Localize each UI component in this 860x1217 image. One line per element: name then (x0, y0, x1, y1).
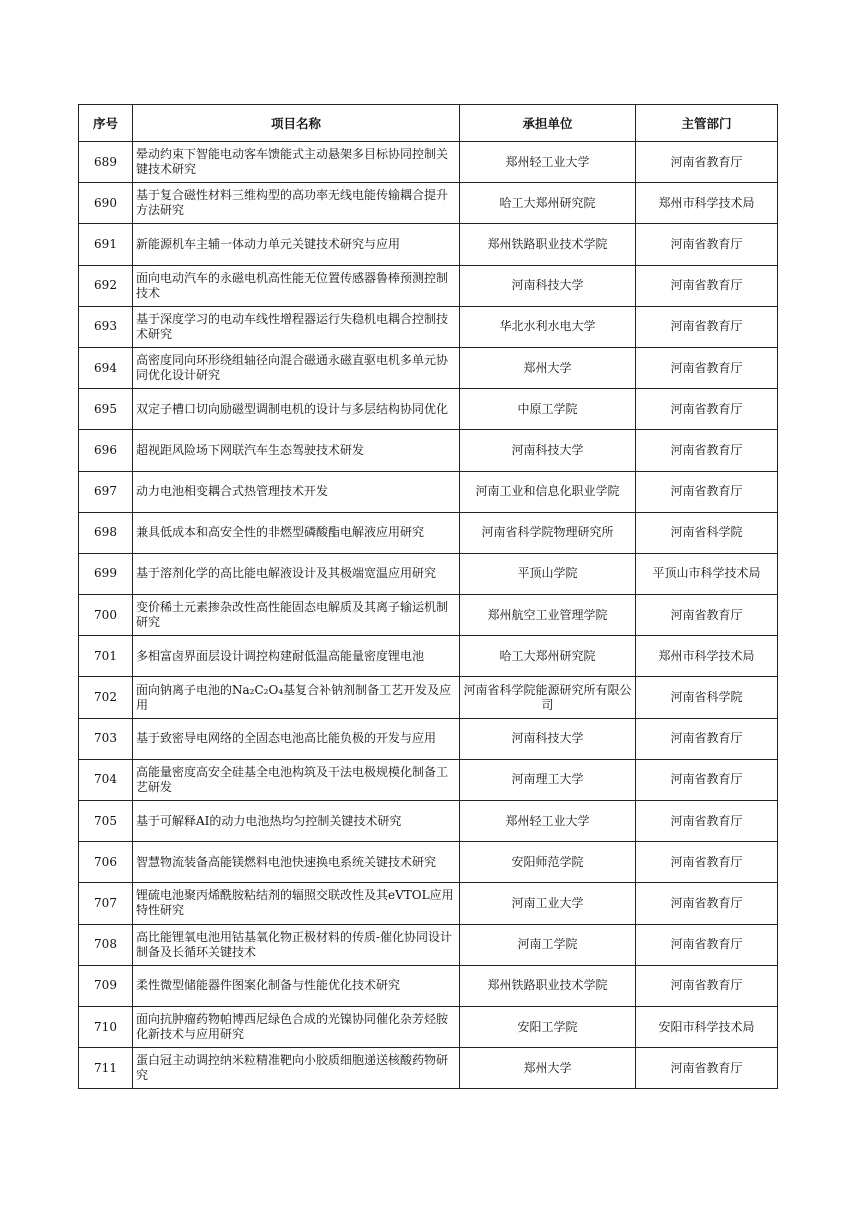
unit-cell: 郑州大学 (460, 347, 636, 388)
unit-cell: 郑州轻工业大学 (460, 142, 636, 183)
department-cell: 河南省教育厅 (636, 759, 778, 800)
project-name-cell: 动力电池相变耦合式热管理技术开发 (133, 471, 460, 512)
project-name-cell: 新能源机车主辅一体动力单元关键技术研究与应用 (133, 224, 460, 265)
department-cell: 郑州市科学技术局 (636, 636, 778, 677)
unit-cell: 郑州轻工业大学 (460, 801, 636, 842)
table-row (79, 636, 778, 677)
department-cell: 河南省教育厅 (636, 842, 778, 883)
project-name-cell: 基于复合磁性材料三维构型的高功率无线电能传输耦合提升方法研究 (133, 183, 460, 224)
project-name-cell: 柔性微型储能器件图案化制备与性能优化技术研究 (133, 965, 460, 1006)
project-name-cell: 基于溶剂化学的高比能电解液设计及其极端宽温应用研究 (133, 553, 460, 594)
table-row (79, 183, 778, 224)
department-cell: 河南省教育厅 (636, 924, 778, 965)
unit-cell: 哈工大郑州研究院 (460, 183, 636, 224)
serial-number-cell: 689 (79, 142, 133, 183)
table-row (79, 471, 778, 512)
project-name-cell: 晕动约束下智能电动客车馈能式主动悬架多目标协同控制关键技术研究 (133, 142, 460, 183)
unit-cell: 哈工大郑州研究院 (460, 636, 636, 677)
table-row (79, 265, 778, 306)
unit-cell: 河南省科学院能源研究所有限公司 (460, 677, 636, 718)
table-row (79, 595, 778, 636)
project-name-cell: 高密度同向环形绕组轴径向混合磁通永磁直驱电机多单元协同优化设计研究 (133, 347, 460, 388)
department-cell: 河南省教育厅 (636, 306, 778, 347)
department-cell: 河南省教育厅 (636, 965, 778, 1006)
project-name-cell: 面向钠离子电池的Na₂C₂O₄基复合补钠剂制备工艺开发及应用 (133, 677, 460, 718)
serial-number-cell: 706 (79, 842, 133, 883)
table-row (79, 718, 778, 759)
project-name-cell: 蛋白冠主动调控纳米粒精准靶向小胶质细胞递送核酸药物研究 (133, 1048, 460, 1089)
project-name-cell: 高能量密度高安全硅基全电池构筑及干法电极规模化制备工艺研发 (133, 759, 460, 800)
project-name-cell: 智慧物流装备高能镁燃料电池快速换电系统关键技术研究 (133, 842, 460, 883)
unit-cell: 河南科技大学 (460, 265, 636, 306)
department-cell: 河南省教育厅 (636, 347, 778, 388)
header-project-name: 项目名称 (133, 105, 460, 142)
project-name-cell: 双定子槽口切向励磁型调制电机的设计与多层结构协同优化 (133, 389, 460, 430)
project-name-cell: 基于深度学习的电动车线性增程器运行失稳机电耦合控制技术研究 (133, 306, 460, 347)
table-row (79, 347, 778, 388)
serial-number-cell: 693 (79, 306, 133, 347)
department-cell: 河南省教育厅 (636, 883, 778, 924)
unit-cell: 郑州铁路职业技术学院 (460, 224, 636, 265)
project-name-cell: 面向抗肿瘤药物帕博西尼绿色合成的光镍协同催化杂芳烃胺化新技术与应用研究 (133, 1006, 460, 1047)
table-row (79, 801, 778, 842)
department-cell: 平顶山市科学技术局 (636, 553, 778, 594)
serial-number-cell: 703 (79, 718, 133, 759)
table-row (79, 306, 778, 347)
department-cell: 河南省科学院 (636, 512, 778, 553)
header-supervising-department: 主管部门 (636, 105, 778, 142)
table-row (79, 965, 778, 1006)
table-row (79, 677, 778, 718)
serial-number-cell: 690 (79, 183, 133, 224)
table-row (79, 430, 778, 471)
serial-number-cell: 696 (79, 430, 133, 471)
department-cell: 河南省教育厅 (636, 224, 778, 265)
table-row (79, 1006, 778, 1047)
department-cell: 河南省科学院 (636, 677, 778, 718)
department-cell: 河南省教育厅 (636, 471, 778, 512)
department-cell: 河南省教育厅 (636, 430, 778, 471)
serial-number-cell: 699 (79, 553, 133, 594)
serial-number-cell: 705 (79, 801, 133, 842)
project-name-cell: 变价稀土元素掺杂改性高性能固态电解质及其离子输运机制研究 (133, 595, 460, 636)
department-cell: 河南省教育厅 (636, 595, 778, 636)
project-name-cell: 多相富卤界面层设计调控构建耐低温高能量密度锂电池 (133, 636, 460, 677)
unit-cell: 郑州铁路职业技术学院 (460, 965, 636, 1006)
projects-table (78, 104, 778, 1089)
unit-cell: 郑州航空工业管理学院 (460, 595, 636, 636)
serial-number-cell: 701 (79, 636, 133, 677)
serial-number-cell: 711 (79, 1048, 133, 1089)
serial-number-cell: 698 (79, 512, 133, 553)
unit-cell: 平顶山学院 (460, 553, 636, 594)
header-undertaking-unit: 承担单位 (460, 105, 636, 142)
serial-number-cell: 702 (79, 677, 133, 718)
project-name-cell: 面向电动汽车的永磁电机高性能无位置传感器鲁棒预测控制技术 (133, 265, 460, 306)
serial-number-cell: 707 (79, 883, 133, 924)
project-name-cell: 锂硫电池聚丙烯酰胺粘结剂的辐照交联改性及其eVTOL应用特性研究 (133, 883, 460, 924)
department-cell: 河南省教育厅 (636, 718, 778, 759)
serial-number-cell: 691 (79, 224, 133, 265)
table-row (79, 759, 778, 800)
unit-cell: 安阳工学院 (460, 1006, 636, 1047)
table-row (79, 924, 778, 965)
unit-cell: 郑州大学 (460, 1048, 636, 1089)
serial-number-cell: 694 (79, 347, 133, 388)
department-cell: 河南省教育厅 (636, 142, 778, 183)
department-cell: 郑州市科学技术局 (636, 183, 778, 224)
project-name-cell: 基于可解释AI的动力电池热均匀控制关键技术研究 (133, 801, 460, 842)
unit-cell: 中原工学院 (460, 389, 636, 430)
department-cell: 河南省教育厅 (636, 801, 778, 842)
serial-number-cell: 697 (79, 471, 133, 512)
department-cell: 河南省教育厅 (636, 1048, 778, 1089)
unit-cell: 河南工业和信息化职业学院 (460, 471, 636, 512)
table-row (79, 553, 778, 594)
header-serial-number: 序号 (79, 105, 133, 142)
unit-cell: 河南理工大学 (460, 759, 636, 800)
table-row (79, 1048, 778, 1089)
unit-cell: 河南科技大学 (460, 718, 636, 759)
project-name-cell: 超视距风险场下网联汽车生态驾驶技术研发 (133, 430, 460, 471)
table-row (79, 224, 778, 265)
serial-number-cell: 709 (79, 965, 133, 1006)
table-row (79, 883, 778, 924)
department-cell: 河南省教育厅 (636, 389, 778, 430)
unit-cell: 河南工业大学 (460, 883, 636, 924)
project-name-cell: 高比能锂氧电池用钴基氧化物正极材料的传质-催化协同设计制备及长循环关键技术 (133, 924, 460, 965)
serial-number-cell: 710 (79, 1006, 133, 1047)
serial-number-cell: 692 (79, 265, 133, 306)
serial-number-cell: 708 (79, 924, 133, 965)
table-row (79, 512, 778, 553)
department-cell: 安阳市科学技术局 (636, 1006, 778, 1047)
serial-number-cell: 700 (79, 595, 133, 636)
project-name-cell: 兼具低成本和高安全性的非燃型磷酸酯电解液应用研究 (133, 512, 460, 553)
unit-cell: 河南工学院 (460, 924, 636, 965)
table-row (79, 842, 778, 883)
table-row (79, 389, 778, 430)
serial-number-cell: 704 (79, 759, 133, 800)
department-cell: 河南省教育厅 (636, 265, 778, 306)
project-name-cell: 基于致密导电网络的全固态电池高比能负极的开发与应用 (133, 718, 460, 759)
unit-cell: 安阳师范学院 (460, 842, 636, 883)
unit-cell: 河南省科学院物理研究所 (460, 512, 636, 553)
unit-cell: 华北水利水电大学 (460, 306, 636, 347)
table-header-row (79, 105, 778, 142)
unit-cell: 河南科技大学 (460, 430, 636, 471)
serial-number-cell: 695 (79, 389, 133, 430)
table-row (79, 142, 778, 183)
